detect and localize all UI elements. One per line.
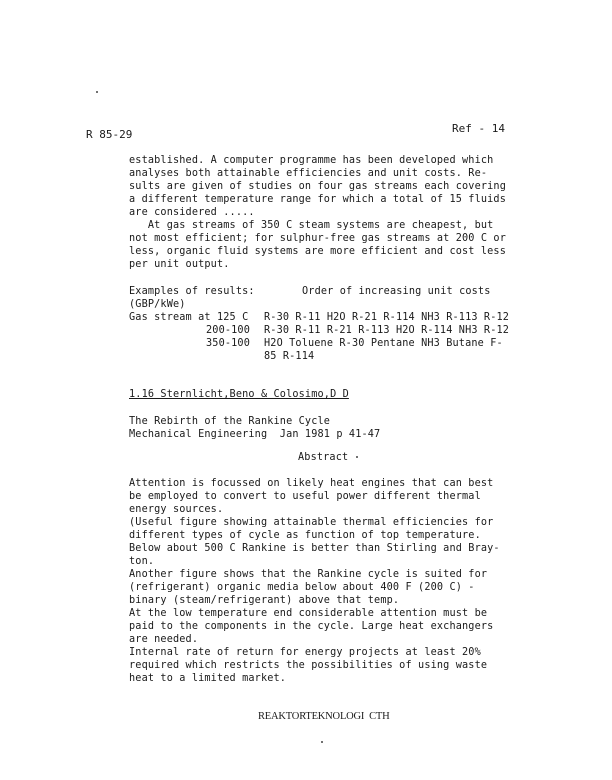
text-line: Attention is focussed on likely heat engines that can best — [129, 478, 494, 489]
results-unit: (GBP/kWe) — [129, 299, 186, 310]
text-line: ton. — [129, 556, 155, 567]
text-line: At the low temperature end considerable attention must be — [129, 608, 488, 619]
results-order: R-30 R-11 R-21 R-113 H2O R-114 NH3 R-12 — [264, 325, 510, 336]
article-source: Mechanical Engineering Jan 1981 p 41-47 — [129, 429, 381, 440]
text-line: less, organic fluid systems are more efficient and cost less — [129, 246, 507, 257]
text-line: per unit output. — [129, 259, 230, 270]
text-line: (Useful figure showing attainable thermal efficiencies for — [129, 517, 494, 528]
text-line: not most efficient; for sulphur-free gas streams at 200 C or — [129, 233, 507, 244]
text-line: Internal rate of return for energy projects at least 20% — [129, 647, 481, 658]
text-line: required which restricts the possibilities of using waste — [129, 660, 488, 671]
scan-speck — [96, 91, 98, 93]
text-line: Another figure shows that the Rankine cycle is suited for — [129, 569, 488, 580]
scan-speck — [356, 456, 358, 458]
abstract-label: Abstract — [298, 452, 349, 463]
section-heading: 1.16 Sternlicht,Beno & Colosimo,D D — [129, 389, 349, 400]
results-heading: Order of increasing unit costs — [302, 286, 491, 297]
text-line: binary (steam/refrigerant) above that temp. — [129, 595, 400, 606]
results-range: Gas stream at 125 C — [129, 312, 249, 323]
text-line: established. A computer programme has been developed which — [129, 155, 494, 166]
footer-institution: REAKTORTEKNOLOGI CTH — [258, 711, 390, 722]
text-line: At gas streams of 350 C steam systems are cheapest, but — [129, 220, 494, 231]
text-line: are considered ..... — [129, 207, 255, 218]
text-line: paid to the components in the cycle. Large heat exchangers — [129, 621, 494, 632]
text-line: different types of cycle as function of top temperature. — [129, 530, 481, 541]
results-label: Examples of results: — [129, 286, 255, 297]
text-line: (refrigerant) organic media below about 400 F (200 C) - — [129, 582, 475, 593]
text-line: a different temperature range for which a total of 15 fluids — [129, 194, 507, 205]
article-title: The Rebirth of the Rankine Cycle — [129, 416, 331, 427]
results-order: 85 R-114 — [264, 351, 315, 362]
reference-number: Ref - 14 — [452, 122, 505, 135]
text-line: analyses both attainable efficiencies and unit costs. Re- — [129, 168, 488, 179]
scan-speck — [321, 741, 323, 743]
text-line: are needed. — [129, 634, 199, 645]
text-line: heat to a limited market. — [129, 673, 287, 684]
text-line: Below about 500 C Rankine is better than Stirling and Bray- — [129, 543, 500, 554]
results-order: R-30 R-11 H2O R-21 R-114 NH3 R-113 R-12 — [264, 312, 510, 323]
text-line: sults are given of studies on four gas streams each covering — [129, 181, 507, 192]
results-order: H2O Toluene R-30 Pentane NH3 Butane F- — [264, 338, 503, 349]
results-range: 350-100 — [206, 338, 250, 349]
text-line: energy sources. — [129, 504, 224, 515]
text-line: be employed to convert to useful power different thermal — [129, 491, 481, 502]
report-number: R 85-29 — [86, 128, 133, 141]
results-range: 200-100 — [206, 325, 250, 336]
